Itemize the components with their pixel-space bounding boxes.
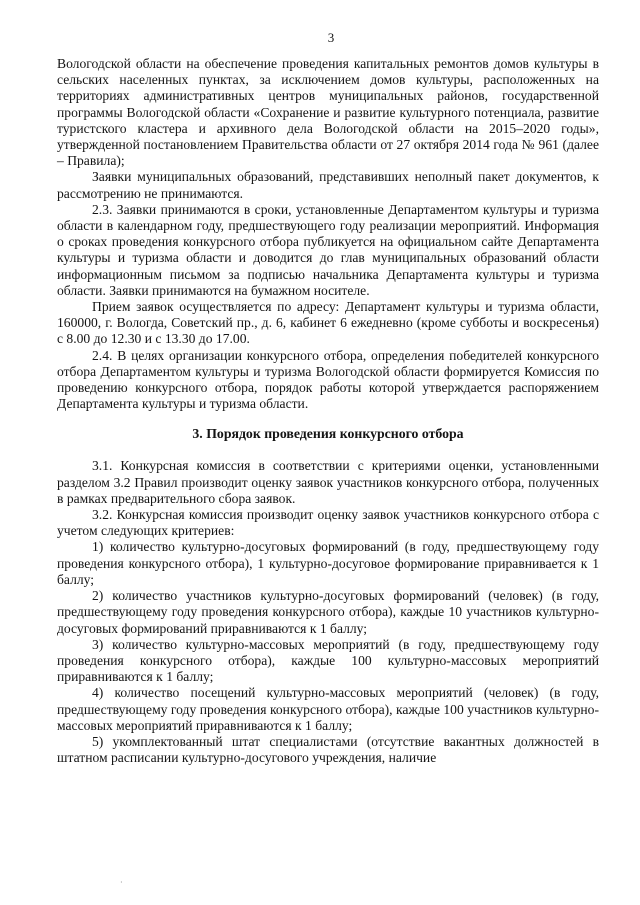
body-before-heading [57, 56, 599, 412]
body-after-heading [57, 458, 599, 766]
document-page [57, 30, 599, 766]
scan-speck: · [120, 878, 123, 887]
paragraph-incomplete-applications: Заявки муниципальных образований, представивших неполный пакет документов, к рассмотрению не принимаются. [57, 169, 599, 201]
criterion-4: 4) количество посещений культурно-массовых мероприятий (человек) (в году, предшествующему году проведения конкурсного отбора), каждые 100 участников культурно-массовых мероприятий приравниваются к 1 баллу; [57, 685, 599, 733]
criterion-1: 1) количество культурно-досуговых формирований (в году, предшествующему году проведения конкурсного отбора), 1 культурно-досуговое формирование приравнивается к 1 баллу; [57, 539, 599, 587]
paragraph-address: Прием заявок осуществляется по адресу: Департамент культуры и туризма области, 160000, г. Вологда, Советский пр., д. 6, кабинет 6 ежедневно (кроме субботы и воскресенья) с 8.00 до 12.30 и с 13.30 до 17.00. [57, 299, 599, 347]
paragraph-3-1: 3.1. Конкурсная комиссия в соответствии с критериями оценки, установленными разделом 3.2 Правил производит оценку заявок участников конкурсного отбора, полученных в рамках предварительного сбора заявок. [57, 458, 599, 506]
page-number: 3 [327, 30, 335, 45]
paragraph-2-3: 2.3. Заявки принимаются в сроки, установленные Департаментом культуры и туризма области в календарном году, предшествующего году реализации мероприятий. Информация о сроках проведения конкурсного отбора публикуется на официальном сайте Департамента культуры и туризма области и доводится до глав муниципальных образований области информационным письмом за подписью начальника Департамента культуры и туризма области. Заявки принимаются на бумажном носителе. [57, 201, 599, 298]
paragraph-rules-reference: Вологодской области на обеспечение проведения капитальных ремонтов домов культуры в сельских населенных пунктах, за исключением домов культуры, расположенных на территориях административных центров муниципальных районов, государственной программы Вологодской области «Сохранение и развитие культурного потенциала, развитие туристского кластера и архивного дела Вологодской области на 2015–2020 годы», утвержденной постановлением Правительства области от 27 октября 2014 года № 961 (далее – Правила); [57, 56, 599, 169]
section-heading: 3. Порядок проведения конкурсного отбора [192, 426, 464, 442]
criterion-3: 3) количество культурно-массовых мероприятий (в году, предшествующему году проведения конкурсного отбора), каждые 100 культурно-массовых мероприятий приравниваются к 1 баллу; [57, 636, 599, 685]
criterion-5: 5) укомплектованный штат специалистами (отсутствие вакантных должностей в штатном расписании культурно-досугового учреждения, наличие [57, 733, 599, 766]
paragraph-3-2: 3.2. Конкурсная комиссия производит оценку заявок участников конкурсного отбора с учетом следующих критериев: [57, 507, 599, 539]
paragraph-2-4: 2.4. В целях организации конкурсного отбора, определения победителей конкурсного отбора Департаментом культуры и туризма Вологодской области формируется Комиссия по проведению конкурсного отбора, порядок работы которой утверждается распоряжением Департамента культуры и туризма области. [57, 347, 599, 412]
criterion-2: 2) количество участников культурно-досуговых формирований (человек) (в году, предшествующему году проведения конкурсного отбора), каждые 10 участников культурно-досуговых формирований приравниваются к 1 баллу; [57, 588, 599, 636]
